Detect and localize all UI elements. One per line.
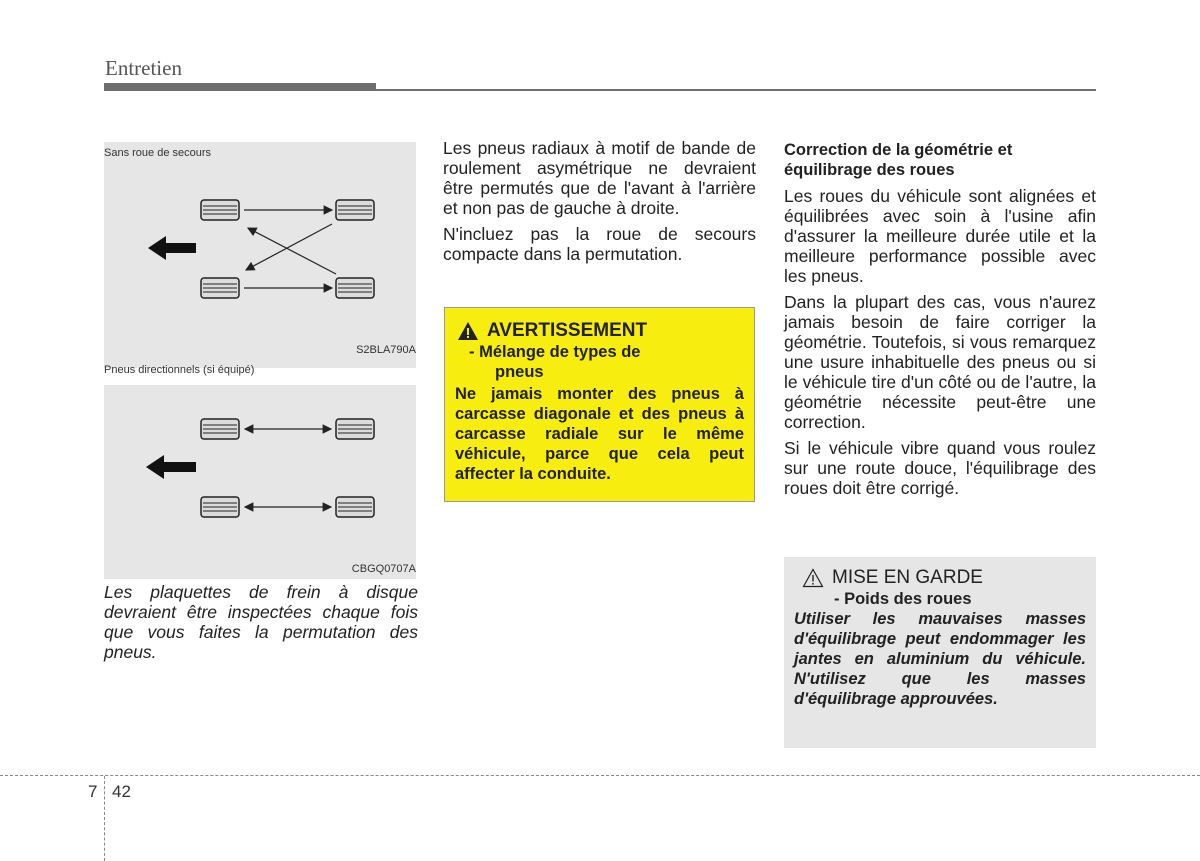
caution-box [784,557,1096,748]
figure2-code: CBGQ0707A [351,563,416,575]
page-number: 42 [112,782,131,801]
column-alignment-text [784,140,1096,504]
figure-rotation-no-spare [104,142,416,368]
header-rule-thin [376,89,1096,91]
warning-subtitle-line1: - Mélange de types de [469,343,641,361]
paragraph-alignment-correction: Dans la plupart des cas, vous n'aurez jamais besoin de faire corriger la géométrie. Toutefois, si vous remarquez une usure inhabituelle des pneus ou si le véhicule tire d'un côté ou de l'autre, la géométrie nécessite peut-être une correction. [784,292,1096,432]
tire-front-left-icon [201,200,239,220]
arrow-cross-1 [246,224,332,270]
paragraph-spare-excluded: N'incluez pas la roue de secours compacte dans la permutation. [443,224,756,264]
figure1-code: S2BLA790A [356,344,416,356]
tire-rear-left-icon [201,497,239,517]
caution-triangle-icon [802,568,824,588]
tire-front-right-icon [336,200,374,220]
paragraph-factory-alignment: Les roues du véhicule sont alignées et équilibrées avec soin à l'usine afin d'assurer la meilleure durée utile et la meilleure performance possible avec les pneus. [784,186,1096,286]
warning-subtitle-line2: pneus [495,363,544,381]
forward-direction-arrow-icon [146,455,196,479]
warning-box [444,307,755,502]
caution-subtitle: - Poids des roues [834,590,972,608]
tire-front-left-icon [201,419,239,439]
tire-front-right-icon [336,419,374,439]
rotation-diagram-directional [104,385,416,579]
header-rule-thick [104,83,376,91]
caution-title-row [802,567,1086,589]
caution-title: MISE EN GARDE [832,567,983,588]
forward-direction-arrow-icon [148,236,196,260]
figure2-caption: Pneus directionnels (si équipé) [104,364,255,376]
tire-rear-right-icon [336,497,374,517]
figure1-caption: Sans roue de secours [104,147,212,159]
arrow-cross-2 [248,228,336,274]
warning-body: Ne jamais monter des pneus à carcasse diagonale et des pneus à carcasse radiale sur le même véhicule, parce que cela peut affecter la conduite. [455,385,744,483]
figure-directional-tires [104,385,416,579]
footer-vertical-rule [104,776,105,861]
warning-title: AVERTISSEMENT [487,320,648,341]
tire-rear-left-icon [201,278,239,298]
paragraph-asymmetric-tires: Les pneus radiaux à motif de bande de roulement asymétrique ne devraient être permutés que de l'avant à l'arrière et non pas de gauche à droite. [443,138,756,218]
rotation-diagram-cross [104,142,416,368]
page-chapter-number: 7 [88,782,98,801]
paragraph-balancing: Si le véhicule vibre quand vous roulez sur une route douce, l'équilibrage des roues doit être corrigé. [784,438,1096,498]
footer-rule [0,775,1200,776]
brake-pad-note: Les plaquettes de frein à disque devraient être inspectées chaque fois que vous faites la permutation des pneus. [104,582,418,662]
section-heading: Correction de la géométrie et équilibrage des roues [784,141,1013,179]
page-header-title: Entretien [105,56,182,80]
tire-rear-right-icon [336,278,374,298]
warning-triangle-icon [457,321,479,341]
warning-title-row [457,320,744,342]
column-rotation-text [443,138,756,270]
caution-body: Utiliser les mauvaises masses d'équilibrage peut endommager les jantes en aluminium du véhicule. N'utilisez que les masses d'équilibrage approuvées. [794,610,1086,708]
